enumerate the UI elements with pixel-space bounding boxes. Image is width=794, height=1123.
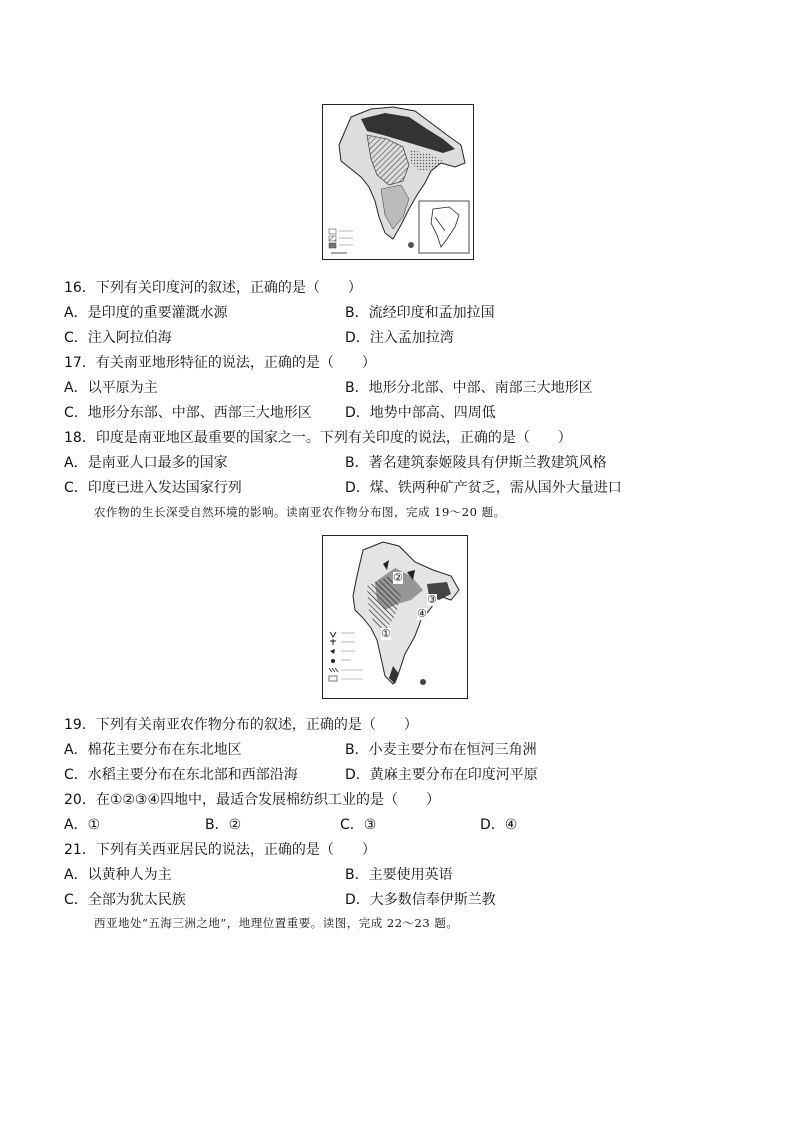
question-20-option-d[interactable]: D．④	[480, 817, 518, 833]
question-17-option-c[interactable]: C．地形分东部、中部、西部三大地形区	[64, 405, 312, 421]
question-19-option-b[interactable]: B．小麦主要分布在恒河三角洲	[345, 742, 537, 758]
question-21-stem: 21．下列有关西亚居民的说法，正确的是（ ）	[64, 842, 376, 858]
question-17-option-d[interactable]: D．地势中部高、四周低	[345, 405, 496, 421]
question-17-stem: 17．有关南亚地形特征的说法，正确的是（ ）	[64, 355, 376, 371]
question-16-option-a[interactable]: A．是印度的重要灌溉水源	[64, 305, 228, 321]
question-20-option-a[interactable]: A．①	[64, 817, 101, 833]
question-18-option-d[interactable]: D．煤、铁两种矿产贫乏，需从国外大量进口	[345, 480, 622, 496]
question-19-stem: 19．下列有关南亚农作物分布的叙述，正确的是（ ）	[64, 717, 418, 733]
question-18-option-a[interactable]: A．是南亚人口最多的国家	[64, 455, 228, 471]
question-16-option-b[interactable]: B．流经印度和孟加拉国	[345, 305, 495, 321]
question-18-stem: 18．印度是南亚地区最重要的国家之一。下列有关印度的说法，正确的是（ ）	[64, 430, 572, 446]
question-19-option-d[interactable]: D．黄麻主要分布在印度河平原	[345, 767, 538, 783]
marker-3: ③	[427, 593, 437, 606]
question-21-option-a[interactable]: A．以黄种人为主	[64, 867, 172, 883]
question-20-stem: 20．在①②③④四地中，最适合发展棉纺织工业的是（ ）	[64, 792, 441, 808]
question-20-option-b[interactable]: B．②	[205, 817, 242, 833]
question-16-option-d[interactable]: D．注入孟加拉湾	[345, 330, 454, 346]
question-21-option-d[interactable]: D．大多数信奉伊斯兰教	[345, 892, 496, 908]
question-17-option-b[interactable]: B．地形分北部、中部、南部三大地形区	[345, 380, 593, 396]
question-19-option-a[interactable]: A．棉花主要分布在东北地区	[64, 742, 242, 758]
question-16-stem: 16．下列有关印度河的叙述，正确的是（ ）	[64, 280, 362, 296]
marker-2: ②	[393, 571, 403, 584]
question-20-option-c[interactable]: C．③	[340, 817, 377, 833]
question-19-option-c[interactable]: C．水稻主要分布在东北部和西部沿海	[64, 767, 298, 783]
question-17-option-a[interactable]: A．以平原为主	[64, 380, 158, 396]
south-asia-crops-map	[322, 535, 468, 699]
question-16-option-c[interactable]: C．注入阿拉伯海	[64, 330, 172, 346]
marker-4: ④	[417, 607, 427, 620]
question-21-option-c[interactable]: C．全部为犹太民族	[64, 892, 186, 908]
south-asia-terrain-map	[322, 104, 474, 260]
question-18-option-c[interactable]: C．印度已进入发达国家行列	[64, 480, 242, 496]
crops-intro: 农作物的生长深受自然环境的影响。读南亚农作物分布图，完成 19～20 题。	[94, 505, 506, 519]
marker-1: ①	[381, 627, 391, 640]
question-21-option-b[interactable]: B．主要使用英语	[345, 867, 453, 883]
west-asia-intro: 西亚地处“五海三洲之地”，地理位置重要。读图，完成 22～23 题。	[94, 916, 459, 930]
question-18-option-b[interactable]: B．著名建筑泰姬陵具有伊斯兰教建筑风格	[345, 455, 607, 471]
